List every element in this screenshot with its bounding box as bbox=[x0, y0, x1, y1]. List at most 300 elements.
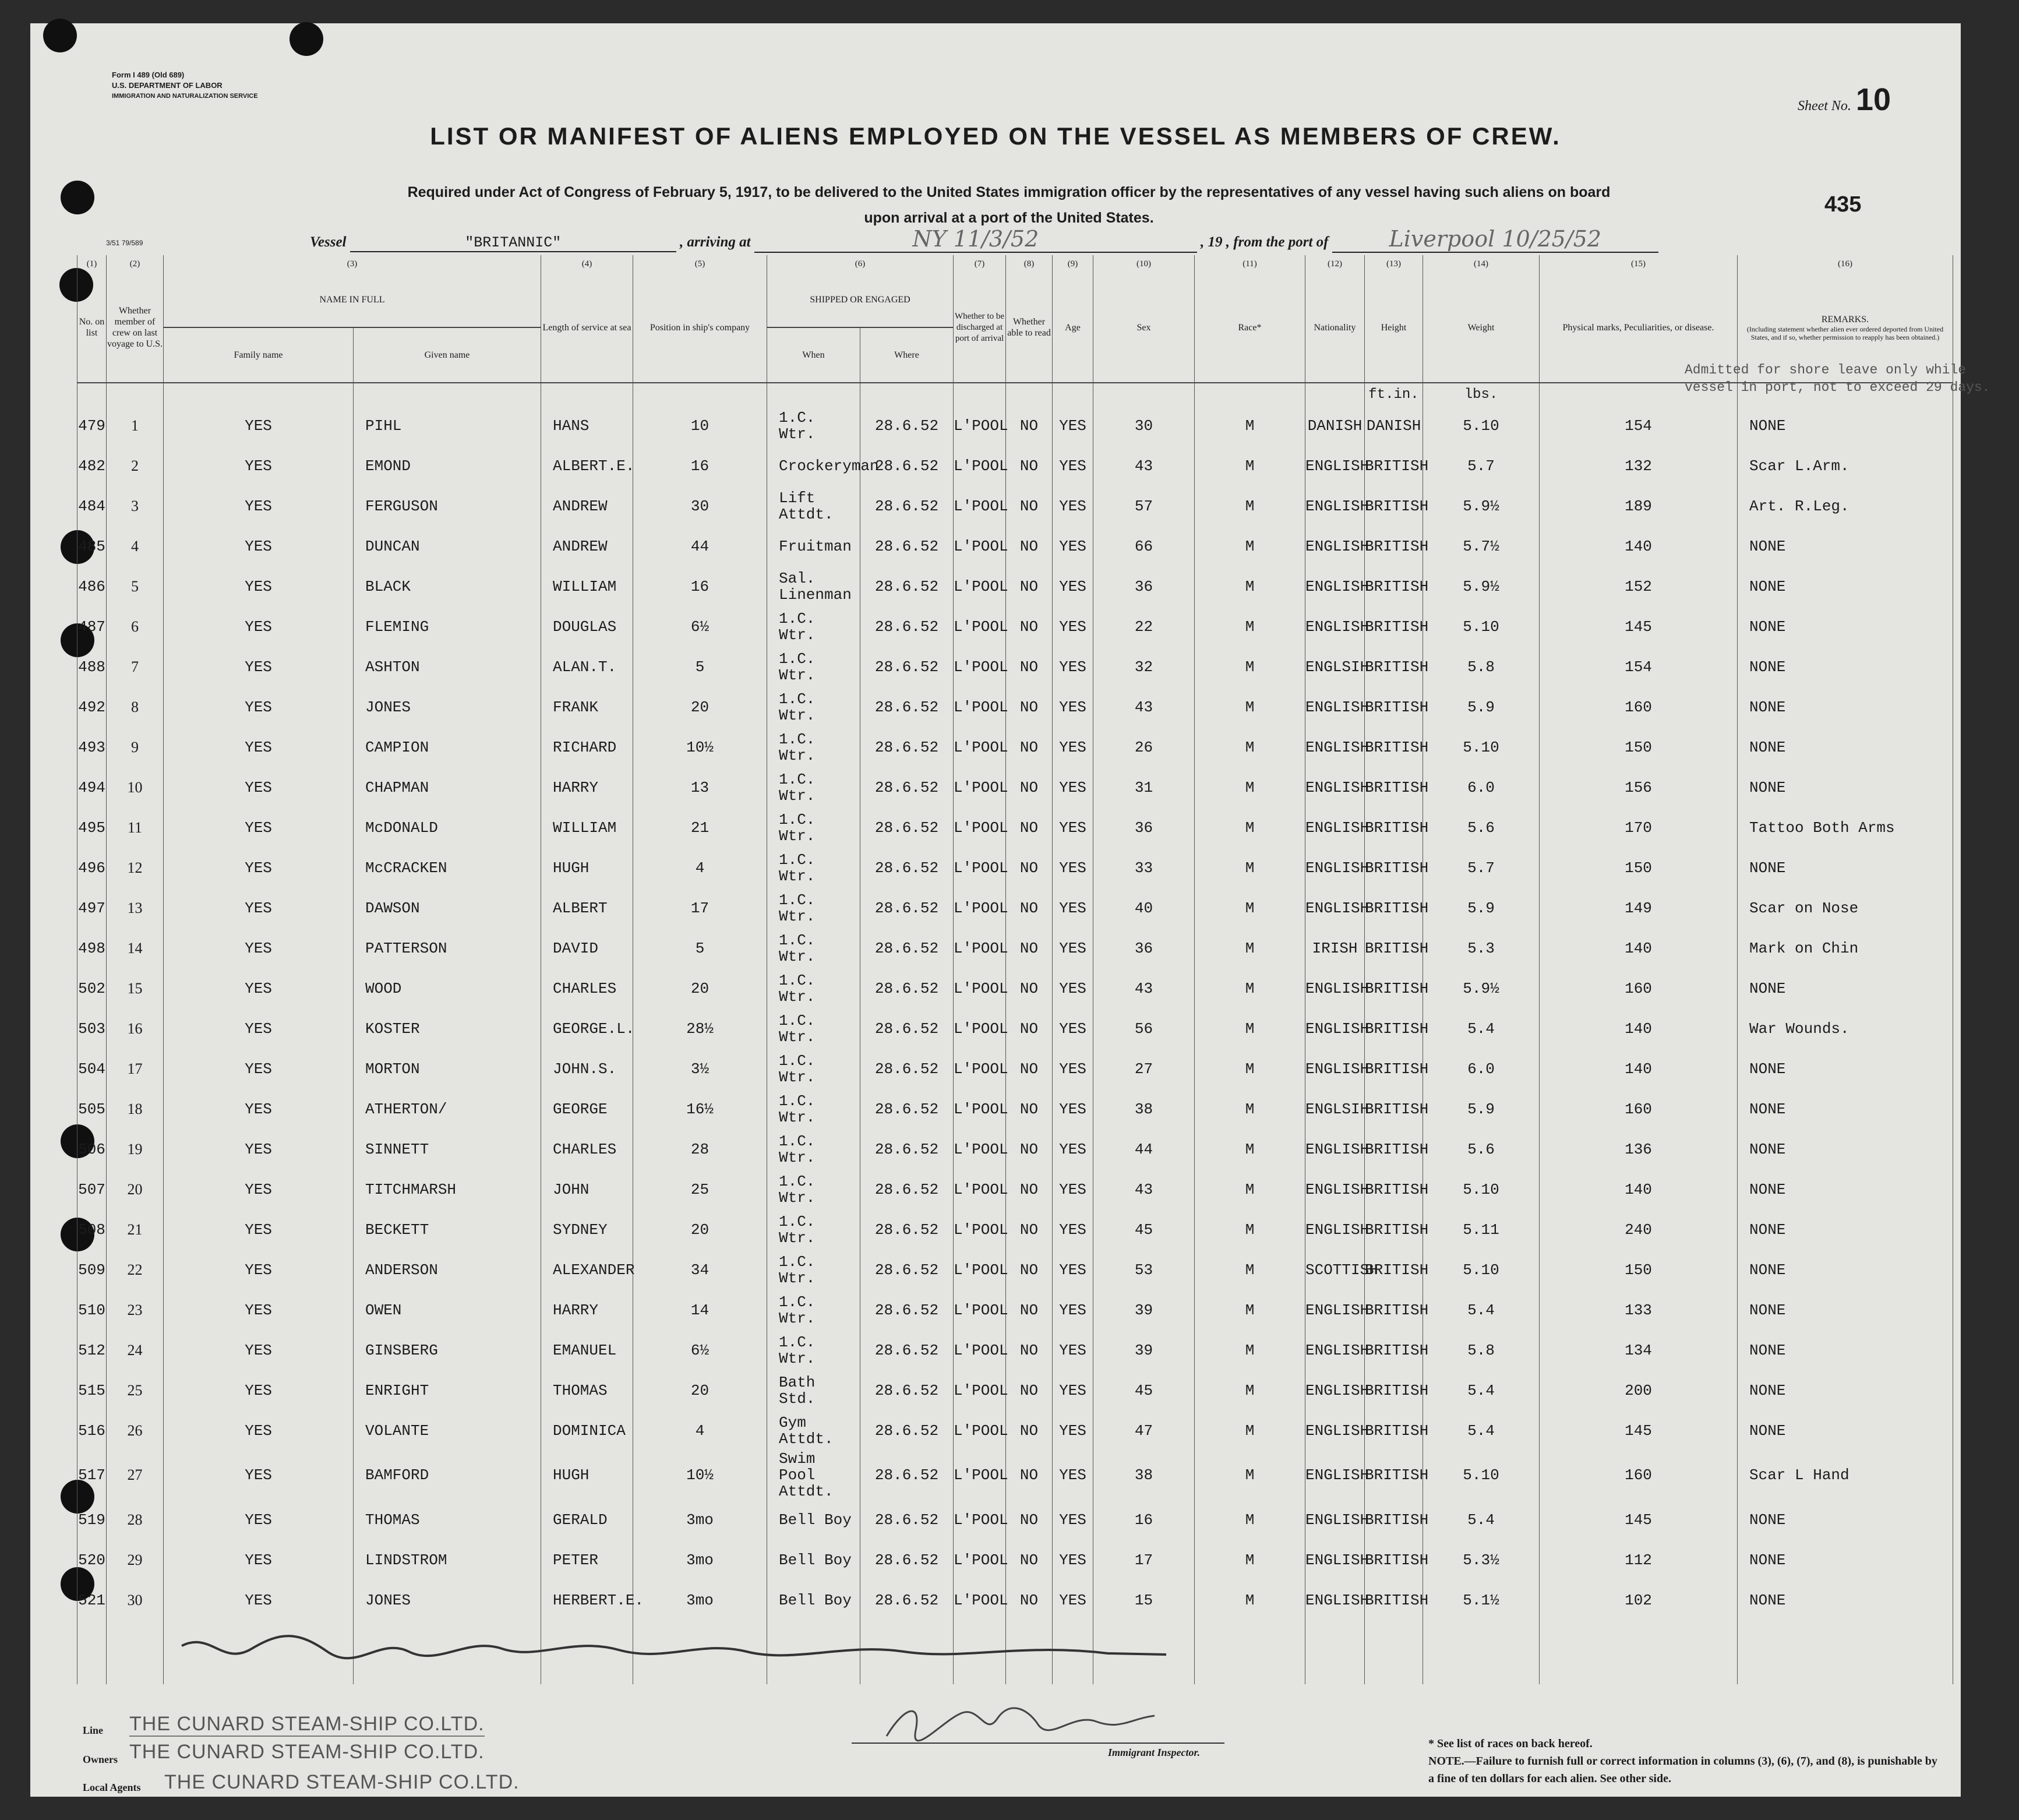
physical-marks-cell: NONE bbox=[1738, 606, 1953, 647]
crew-row bbox=[77, 1370, 1953, 1410]
race-cell: ENGLISH bbox=[1305, 807, 1365, 848]
reference-number-cell: 497 bbox=[77, 888, 107, 928]
nationality-cell: BRITISH bbox=[1365, 807, 1423, 848]
weight-cell: 134 bbox=[1540, 1330, 1738, 1370]
shipped-where-cell: L'POOL bbox=[954, 1169, 1006, 1209]
family-name-cell: JONES bbox=[354, 687, 541, 727]
service-length-cell: 6½ bbox=[633, 606, 767, 647]
subtitle-line-1: Required under Act of Congress of February 5, 1917, to be delivered to the United States immigration officer by the representatives of any vessel having such aliens on board bbox=[407, 184, 1611, 200]
blank-cell bbox=[77, 1620, 107, 1684]
previous-voyage-cell: YES bbox=[164, 687, 354, 727]
nationality-cell: BRITISH bbox=[1365, 1370, 1423, 1410]
shipped-where-cell: L'POOL bbox=[954, 1290, 1006, 1330]
service-length-cell: 17 bbox=[633, 888, 767, 928]
sex-cell: M bbox=[1195, 1169, 1305, 1209]
col-header-shipped: SHIPPED OR ENGAGED bbox=[767, 273, 954, 327]
form-number: Form I 489 (Old 689) bbox=[112, 70, 185, 79]
previous-voyage-cell: YES bbox=[164, 405, 354, 446]
previous-voyage-cell: YES bbox=[164, 606, 354, 647]
shipped-where-cell: L'POOL bbox=[954, 848, 1006, 888]
weight-cell: 132 bbox=[1540, 446, 1738, 486]
service-length-cell: 44 bbox=[633, 526, 767, 566]
height-unit: ft.in. bbox=[1365, 383, 1423, 405]
reference-number-cell: 492 bbox=[77, 687, 107, 727]
shipped-when-cell: 28.6.52 bbox=[860, 888, 954, 928]
weight-cell: 140 bbox=[1540, 1049, 1738, 1089]
able-to-read-cell: YES bbox=[1053, 687, 1093, 727]
nationality-cell: BRITISH bbox=[1365, 1049, 1423, 1089]
physical-marks-cell: Scar L.Arm. bbox=[1738, 446, 1953, 486]
col-header-height: Height bbox=[1365, 273, 1423, 383]
sex-cell: M bbox=[1195, 1129, 1305, 1169]
crew-row bbox=[77, 727, 1953, 767]
able-to-read-cell: YES bbox=[1053, 1370, 1093, 1410]
weight-cell: 240 bbox=[1540, 1209, 1738, 1250]
weight-cell: 154 bbox=[1540, 647, 1738, 687]
age-cell: 31 bbox=[1093, 767, 1195, 807]
position-cell: 1.C. Wtr. bbox=[767, 1008, 860, 1049]
page-number: 435 bbox=[1824, 192, 1862, 217]
weight-cell: 170 bbox=[1540, 807, 1738, 848]
service-length-cell: 20 bbox=[633, 1370, 767, 1410]
line-closing-scribble bbox=[176, 1620, 1189, 1672]
race-cell: ENGLISH bbox=[1305, 727, 1365, 767]
physical-marks-cell: NONE bbox=[1738, 566, 1953, 606]
crew-row bbox=[77, 1049, 1953, 1089]
previous-voyage-cell: YES bbox=[164, 1129, 354, 1169]
given-name-cell: CHARLES bbox=[541, 1129, 633, 1169]
reference-number-cell: 495 bbox=[77, 807, 107, 848]
physical-marks-cell: NONE bbox=[1738, 767, 1953, 807]
discharged-cell: NO bbox=[1006, 566, 1053, 606]
given-name-cell: DOMINICA bbox=[541, 1410, 633, 1451]
discharged-cell: NO bbox=[1006, 888, 1053, 928]
weight-cell: 200 bbox=[1540, 1370, 1738, 1410]
page-subtitle bbox=[275, 179, 1743, 231]
sex-cell: M bbox=[1195, 1008, 1305, 1049]
shipped-when-cell: 28.6.52 bbox=[860, 1169, 954, 1209]
service-length-cell: 34 bbox=[633, 1250, 767, 1290]
height-cell: 5.9 bbox=[1423, 687, 1540, 727]
blank-cell bbox=[1540, 1620, 1738, 1684]
nationality-cell: BRITISH bbox=[1365, 968, 1423, 1008]
shipped-where-cell: L'POOL bbox=[954, 727, 1006, 767]
given-name-cell: SYDNEY bbox=[541, 1209, 633, 1250]
family-name-cell: FLEMING bbox=[354, 606, 541, 647]
family-name-cell: ATHERTON/ bbox=[354, 1089, 541, 1129]
reference-number-cell: 516 bbox=[77, 1410, 107, 1451]
sex-cell: M bbox=[1195, 848, 1305, 888]
list-number: 21 bbox=[107, 1209, 164, 1250]
list-number: 10 bbox=[107, 767, 164, 807]
col-number: (7) bbox=[954, 255, 1006, 273]
nationality-cell: BRITISH bbox=[1365, 1330, 1423, 1370]
discharged-cell: NO bbox=[1006, 1451, 1053, 1500]
crew-row bbox=[77, 606, 1953, 647]
shipped-where-cell: L'POOL bbox=[954, 1410, 1006, 1451]
reference-number-cell: 519 bbox=[77, 1500, 107, 1540]
position-cell: 1.C. Wtr. bbox=[767, 1290, 860, 1330]
shipped-where-cell: L'POOL bbox=[954, 767, 1006, 807]
able-to-read-cell: YES bbox=[1053, 1049, 1093, 1089]
given-name-cell: THOMAS bbox=[541, 1370, 633, 1410]
crew-row bbox=[77, 767, 1953, 807]
physical-marks-cell: NONE bbox=[1738, 1129, 1953, 1169]
given-name-cell: JOHN.S. bbox=[541, 1049, 633, 1089]
able-to-read-cell: YES bbox=[1053, 405, 1093, 446]
weight-cell: 149 bbox=[1540, 888, 1738, 928]
weight-cell: 145 bbox=[1540, 1410, 1738, 1451]
inspector-signature bbox=[852, 1695, 1236, 1748]
given-name-cell: ALBERT.E. bbox=[541, 446, 633, 486]
discharged-cell: NO bbox=[1006, 647, 1053, 687]
shipped-where-cell: L'POOL bbox=[954, 566, 1006, 606]
height-cell: 5.1½ bbox=[1423, 1580, 1540, 1620]
previous-voyage-cell: YES bbox=[164, 647, 354, 687]
height-cell: 5.10 bbox=[1423, 1451, 1540, 1500]
footer-notes bbox=[1428, 1735, 1941, 1787]
race-cell: ENGLISH bbox=[1305, 1290, 1365, 1330]
previous-voyage-cell: YES bbox=[164, 767, 354, 807]
owners-label: Owners bbox=[83, 1754, 118, 1765]
sex-cell: M bbox=[1195, 566, 1305, 606]
col-header-physical-marks: Physical marks, Peculiarities, or disease. bbox=[1540, 273, 1738, 383]
race-cell: ENGLSIH bbox=[1305, 1089, 1365, 1129]
height-cell: 5.7 bbox=[1423, 446, 1540, 486]
reference-number-cell: 517 bbox=[77, 1451, 107, 1500]
binding-hole bbox=[43, 19, 77, 52]
line-label: Line bbox=[83, 1724, 104, 1736]
weight-cell: 154 bbox=[1540, 405, 1738, 446]
age-cell: 39 bbox=[1093, 1330, 1195, 1370]
sex-cell: M bbox=[1195, 1250, 1305, 1290]
col-number: (9) bbox=[1053, 255, 1093, 273]
family-name-cell: PATTERSON bbox=[354, 928, 541, 968]
crew-row bbox=[77, 647, 1953, 687]
previous-voyage-cell: YES bbox=[164, 1500, 354, 1540]
discharged-cell: NO bbox=[1006, 405, 1053, 446]
list-number: 9 bbox=[107, 727, 164, 767]
col-number: (14) bbox=[1423, 255, 1540, 273]
crew-row bbox=[77, 1089, 1953, 1129]
reference-number-cell: 482 bbox=[77, 446, 107, 486]
age-cell: 30 bbox=[1093, 405, 1195, 446]
reference-number-cell: 504 bbox=[77, 1049, 107, 1089]
age-cell: 33 bbox=[1093, 848, 1195, 888]
service-length-cell: 3mo bbox=[633, 1580, 767, 1620]
crew-row bbox=[77, 1580, 1953, 1620]
shipped-when-cell: 28.6.52 bbox=[860, 526, 954, 566]
service-length-cell: 20 bbox=[633, 1209, 767, 1250]
crew-row bbox=[77, 807, 1953, 848]
shipped-when-cell: 28.6.52 bbox=[860, 1540, 954, 1580]
weight-cell: 145 bbox=[1540, 1500, 1738, 1540]
shipped-where-cell: L'POOL bbox=[954, 1500, 1006, 1540]
family-name-cell: VOLANTE bbox=[354, 1410, 541, 1451]
position-cell: 1.C. Wtr. bbox=[767, 405, 860, 446]
crew-row bbox=[77, 526, 1953, 566]
previous-voyage-cell: YES bbox=[164, 1049, 354, 1089]
service-length-cell: 21 bbox=[633, 807, 767, 848]
binding-hole bbox=[290, 22, 323, 56]
weight-cell: 140 bbox=[1540, 526, 1738, 566]
shipped-when-cell: 28.6.52 bbox=[860, 1500, 954, 1540]
height-cell: 5.11 bbox=[1423, 1209, 1540, 1250]
sex-cell: M bbox=[1195, 1580, 1305, 1620]
race-cell: ENGLISH bbox=[1305, 1209, 1365, 1250]
height-cell: 5.10 bbox=[1423, 727, 1540, 767]
weight-cell: 150 bbox=[1540, 848, 1738, 888]
shipped-when-cell: 28.6.52 bbox=[860, 807, 954, 848]
height-cell: 5.6 bbox=[1423, 1129, 1540, 1169]
reference-number-cell: 502 bbox=[77, 968, 107, 1008]
service-length-cell: 28 bbox=[633, 1129, 767, 1169]
list-number: 17 bbox=[107, 1049, 164, 1089]
list-number: 30 bbox=[107, 1580, 164, 1620]
race-cell: ENGLISH bbox=[1305, 486, 1365, 526]
able-to-read-cell: YES bbox=[1053, 1089, 1093, 1129]
family-name-cell: CAMPION bbox=[354, 727, 541, 767]
physical-marks-cell: NONE bbox=[1738, 1169, 1953, 1209]
position-cell: 1.C. Wtr. bbox=[767, 1129, 860, 1169]
weight-cell: 189 bbox=[1540, 486, 1738, 526]
weight-cell: 160 bbox=[1540, 687, 1738, 727]
binding-hole bbox=[61, 181, 94, 214]
list-number: 24 bbox=[107, 1330, 164, 1370]
inspector-label: Immigrant Inspector. bbox=[1108, 1747, 1201, 1758]
shipped-where-cell: L'POOL bbox=[954, 526, 1006, 566]
discharged-cell: NO bbox=[1006, 606, 1053, 647]
discharged-cell: NO bbox=[1006, 526, 1053, 566]
list-number: 20 bbox=[107, 1169, 164, 1209]
position-cell: Bell Boy bbox=[767, 1500, 860, 1540]
list-number: 14 bbox=[107, 928, 164, 968]
position-cell: 1.C. Wtr. bbox=[767, 1250, 860, 1290]
nationality-cell: BRITISH bbox=[1365, 1580, 1423, 1620]
col-number: (5) bbox=[633, 255, 767, 273]
able-to-read-cell: YES bbox=[1053, 1410, 1093, 1451]
col-number: (13) bbox=[1365, 255, 1423, 273]
previous-voyage-cell: YES bbox=[164, 1008, 354, 1049]
service-length-cell: 4 bbox=[633, 848, 767, 888]
age-cell: 43 bbox=[1093, 1169, 1195, 1209]
physical-marks-cell: Tattoo Both Arms bbox=[1738, 807, 1953, 848]
weight-cell: 140 bbox=[1540, 1169, 1738, 1209]
crew-row bbox=[77, 928, 1953, 968]
service-length-cell: 6½ bbox=[633, 1330, 767, 1370]
shipped-where-cell: L'POOL bbox=[954, 1209, 1006, 1250]
nationality-cell: BRITISH bbox=[1365, 928, 1423, 968]
sex-cell: M bbox=[1195, 1500, 1305, 1540]
position-cell: Lift Attdt. bbox=[767, 486, 860, 526]
subtitle-line-2: upon arrival at a port of the United States. bbox=[864, 210, 1154, 226]
crew-row bbox=[77, 1451, 1953, 1500]
previous-voyage-cell: YES bbox=[164, 807, 354, 848]
physical-marks-cell: NONE bbox=[1738, 968, 1953, 1008]
physical-marks-cell: NONE bbox=[1738, 687, 1953, 727]
family-name-cell: McCRACKEN bbox=[354, 848, 541, 888]
col-header-service: Length of service at sea bbox=[541, 273, 633, 383]
shipped-when-cell: 28.6.52 bbox=[860, 1129, 954, 1169]
remarks-note: (Including statement whether alien ever ordered deported from United States, and if so, whether permission to reapply has been obtained.) bbox=[1746, 325, 1944, 341]
able-to-read-cell: YES bbox=[1053, 606, 1093, 647]
position-cell: Swim Pool Attdt. bbox=[767, 1451, 860, 1500]
previous-voyage-cell: YES bbox=[164, 566, 354, 606]
col-header-when: When bbox=[767, 327, 860, 383]
sex-cell: M bbox=[1195, 727, 1305, 767]
units-row bbox=[77, 383, 1953, 405]
height-cell: 5.7 bbox=[1423, 848, 1540, 888]
shipped-where-cell: L'POOL bbox=[954, 647, 1006, 687]
position-cell: 1.C. Wtr. bbox=[767, 1089, 860, 1129]
discharged-cell: NO bbox=[1006, 1008, 1053, 1049]
col-header-race: Race* bbox=[1195, 273, 1305, 383]
reference-number-cell: 509 bbox=[77, 1250, 107, 1290]
shipped-when-cell: 28.6.52 bbox=[860, 1250, 954, 1290]
reference-number-cell: 488 bbox=[77, 647, 107, 687]
family-name-cell: MORTON bbox=[354, 1049, 541, 1089]
crew-row bbox=[77, 1540, 1953, 1580]
local-agents-value: THE CUNARD STEAM-SHIP CO.LTD. bbox=[164, 1771, 520, 1793]
service-length-cell: 3½ bbox=[633, 1049, 767, 1089]
reference-number-cell: 484 bbox=[77, 486, 107, 526]
position-cell: 1.C. Wtr. bbox=[767, 687, 860, 727]
position-cell: 1.C. Wtr. bbox=[767, 1049, 860, 1089]
service-length-cell: 13 bbox=[633, 767, 767, 807]
list-number: 8 bbox=[107, 687, 164, 727]
position-cell: 1.C. Wtr. bbox=[767, 807, 860, 848]
able-to-read-cell: YES bbox=[1053, 807, 1093, 848]
page-title: LIST OR MANIFEST OF ALIENS EMPLOYED ON THE VESSEL AS MEMBERS OF CREW. bbox=[430, 122, 1561, 150]
able-to-read-cell: YES bbox=[1053, 888, 1093, 928]
given-name-cell: ALAN.T. bbox=[541, 647, 633, 687]
height-cell: 5.9 bbox=[1423, 1089, 1540, 1129]
race-cell: ENGLISH bbox=[1305, 1451, 1365, 1500]
discharged-cell: NO bbox=[1006, 1250, 1053, 1290]
col-number: (12) bbox=[1305, 255, 1365, 273]
given-name-cell: JOHN bbox=[541, 1169, 633, 1209]
shipped-when-cell: 28.6.52 bbox=[860, 486, 954, 526]
crew-row bbox=[77, 1209, 1953, 1250]
list-number: 1 bbox=[107, 405, 164, 446]
col-header-position: Position in ship's company bbox=[633, 273, 767, 383]
given-name-cell: WILLIAM bbox=[541, 807, 633, 848]
discharged-cell: NO bbox=[1006, 1209, 1053, 1250]
height-cell: 5.4 bbox=[1423, 1500, 1540, 1540]
list-number: 26 bbox=[107, 1410, 164, 1451]
list-number: 3 bbox=[107, 486, 164, 526]
shipped-where-cell: L'POOL bbox=[954, 1250, 1006, 1290]
discharged-cell: NO bbox=[1006, 968, 1053, 1008]
nationality-cell: BRITISH bbox=[1365, 1008, 1423, 1049]
able-to-read-cell: YES bbox=[1053, 526, 1093, 566]
race-cell: ENGLISH bbox=[1305, 1410, 1365, 1451]
race-cell: ENGLISH bbox=[1305, 1129, 1365, 1169]
able-to-read-cell: YES bbox=[1053, 1290, 1093, 1330]
age-cell: 66 bbox=[1093, 526, 1195, 566]
col-header-nationality: Nationality bbox=[1305, 273, 1365, 383]
race-cell: ENGLISH bbox=[1305, 566, 1365, 606]
list-number: 7 bbox=[107, 647, 164, 687]
position-cell: Fruitman bbox=[767, 526, 860, 566]
column-number-row bbox=[77, 255, 1953, 273]
vessel-label: Vessel bbox=[310, 234, 347, 250]
discharged-cell: NO bbox=[1006, 727, 1053, 767]
list-number: 5 bbox=[107, 566, 164, 606]
discharged-cell: NO bbox=[1006, 848, 1053, 888]
age-cell: 44 bbox=[1093, 1129, 1195, 1169]
footer-agents bbox=[83, 1701, 665, 1793]
shipped-where-cell: L'POOL bbox=[954, 1451, 1006, 1500]
sex-cell: M bbox=[1195, 1540, 1305, 1580]
sex-cell: M bbox=[1195, 446, 1305, 486]
family-name-cell: ASHTON bbox=[354, 647, 541, 687]
physical-marks-cell: NONE bbox=[1738, 1290, 1953, 1330]
position-cell: 1.C. Wtr. bbox=[767, 606, 860, 647]
weight-cell: 160 bbox=[1540, 1451, 1738, 1500]
age-cell: 38 bbox=[1093, 1451, 1195, 1500]
height-cell: 5.4 bbox=[1423, 1290, 1540, 1330]
family-name-cell: BECKETT bbox=[354, 1209, 541, 1250]
from-label: , from the port of bbox=[1226, 234, 1329, 250]
sex-cell: M bbox=[1195, 486, 1305, 526]
list-number: 11 bbox=[107, 807, 164, 848]
blank-cell bbox=[1195, 1620, 1305, 1684]
previous-voyage-cell: YES bbox=[164, 1089, 354, 1129]
shipped-when-cell: 28.6.52 bbox=[860, 1370, 954, 1410]
previous-voyage-cell: YES bbox=[164, 1209, 354, 1250]
shipped-where-cell: L'POOL bbox=[954, 687, 1006, 727]
age-cell: 39 bbox=[1093, 1290, 1195, 1330]
reference-number-cell: 506 bbox=[77, 1129, 107, 1169]
shipped-where-cell: L'POOL bbox=[954, 486, 1006, 526]
shipped-where-cell: L'POOL bbox=[954, 968, 1006, 1008]
weight-cell: 160 bbox=[1540, 968, 1738, 1008]
height-cell: 5.9 bbox=[1423, 888, 1540, 928]
discharged-cell: NO bbox=[1006, 486, 1053, 526]
nationality-cell: BRITISH bbox=[1365, 1451, 1423, 1500]
discharged-cell: NO bbox=[1006, 1129, 1053, 1169]
height-cell: 6.0 bbox=[1423, 1049, 1540, 1089]
service-length-cell: 20 bbox=[633, 687, 767, 727]
weight-cell: 140 bbox=[1540, 928, 1738, 968]
crew-row bbox=[77, 1250, 1953, 1290]
service-length-cell: 10 bbox=[633, 405, 767, 446]
previous-voyage-cell: YES bbox=[164, 1370, 354, 1410]
previous-voyage-cell: YES bbox=[164, 1250, 354, 1290]
header-row-1 bbox=[77, 273, 1953, 327]
col-number: (16) bbox=[1738, 255, 1953, 273]
discharged-cell: NO bbox=[1006, 1330, 1053, 1370]
able-to-read-cell: YES bbox=[1053, 1008, 1093, 1049]
height-cell: 5.9½ bbox=[1423, 968, 1540, 1008]
sheet-number bbox=[1798, 82, 1891, 118]
weight-cell: 152 bbox=[1540, 566, 1738, 606]
able-to-read-cell: YES bbox=[1053, 1330, 1093, 1370]
family-name-cell: McDONALD bbox=[354, 807, 541, 848]
sex-cell: M bbox=[1195, 1451, 1305, 1500]
shipped-where-cell: L'POOL bbox=[954, 807, 1006, 848]
age-cell: 43 bbox=[1093, 687, 1195, 727]
col-number: (3) bbox=[164, 255, 541, 273]
physical-marks-cell: NONE bbox=[1738, 1089, 1953, 1129]
col-header-previous-voyage: Whether member of crew on last voyage to U.S. bbox=[107, 273, 164, 383]
reference-number-cell: 493 bbox=[77, 727, 107, 767]
race-cell: ENGLSIH bbox=[1305, 647, 1365, 687]
physical-marks-cell: NONE bbox=[1738, 1410, 1953, 1451]
given-name-cell: HARRY bbox=[541, 767, 633, 807]
service-length-cell: 16 bbox=[633, 566, 767, 606]
